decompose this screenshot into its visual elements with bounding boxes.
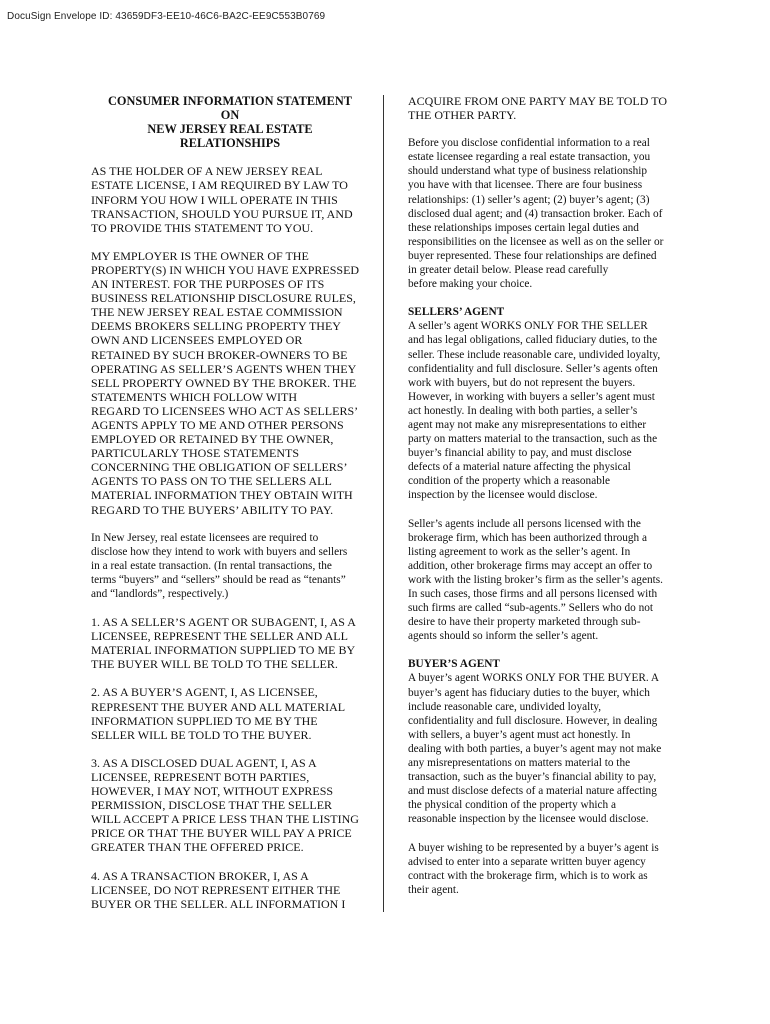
left-column (91, 94, 369, 925)
sub-agents-paragraph: Seller’s agents include all persons licensed with the brokerage firm, which has been authorized through a listing agreement to work as the seller’s agent. In addition, other brokerage firms may accept an offer to work with the listing broker’s firm as the seller’s agents. In such cases, those firms and all persons licensed with such firms are called “sub-agents.” Sellers who do not desire to have their property marketed through sub- agents should so inform the seller’s agent. (408, 517, 663, 643)
right-column (408, 94, 682, 911)
licensee-statement: AS THE HOLDER OF A NEW JERSEY REAL ESTATE LICENSE, I AM REQUIRED BY LAW TO INFORM YOU HOW I WILL OPERATE IN THIS TRANSACTION, SHOULD YOU PURSUE IT, AND TO PROVIDE THIS STATEMENT TO YOU. (91, 164, 353, 235)
sellers-agent-clause: 1. AS A SELLER’S AGENT OR SUBAGENT, I, AS A LICENSEE, REPRESENT THE SELLER AND ALL MATERIAL INFORMATION SUPPLIED TO ME BY THE BUYER WILL BE TOLD TO THE SELLER. (91, 615, 356, 672)
intro-paragraph: In New Jersey, real estate licensees are required to disclose how they intend to work with buyers and sellers in a real estate transaction. (In rental transactions, the terms “buyers” and “sellers” should be read as “tenants” and “landlords”, respectively.) (91, 531, 348, 600)
employer-owner-statement: MY EMPLOYER IS THE OWNER OF THE PROPERTY(S) IN WHICH YOU HAVE EXPRESSED AN INTEREST. FOR THE PURPOSES OF ITS BUSINESS RELATIONSHIP DISCLOSURE RULES, THE NEW JERSEY REAL ESTAE COMMISSION DEEMS BROKERS SELLING PROPERTY THEY OWN AND LICENSEES EMPLOYED OR RETAINED BY SUCH BROKER-OWNERS TO BE OPERATING AS SELLER’S AGENTS WHEN THEY SELL PROPERTY OWNED BY THE BROKER. THE STATEMENTS WHICH FOLLOW WITH REGARD TO LICENSEES WHO ACT AS SELLERS’ AGENTS APPLY TO ME AND OTHER PERSONS EMPLOYED OR RETAINED BY THE OWNER, PARTICULARLY THOSE STATEMENTS CONCERNING THE OBLIGATION OF SELLERS’ AGENTS TO PASS ON TO THE SELLERS ALL MATERIAL INFORMATION THEY OBTAIN WITH REGARD TO THE BUYERS’ ABILITY TO PAY. (91, 248, 360, 517)
buyers-agent-heading: BUYER’S AGENT (408, 658, 500, 671)
buyers-agent-clause: 2. AS A BUYER’S AGENT, I, AS LICENSEE, REPRESENT THE BUYER AND ALL MATERIAL INFORMATION SUPPLIED TO ME BY THE SELLER WILL BE TOLD TO THE BUYER. (91, 685, 346, 742)
title-line-1: CONSUMER INFORMATION STATEMENT (108, 94, 352, 108)
transaction-broker-clause-continued: ACQUIRE FROM ONE PARTY MAY BE TOLD TO THE OTHER PARTY. (408, 94, 667, 123)
title-line-4: RELATIONSHIPS (179, 136, 281, 151)
sellers-agent-section (408, 305, 682, 502)
column-divider (383, 95, 384, 912)
transaction-broker-clause: 4. AS A TRANSACTION BROKER, I, AS A LICENSEE, DO NOT REPRESENT EITHER THE BUYER OR THE SELLER. ALL INFORMATION I (91, 868, 346, 911)
dual-agent-clause: 3. AS A DISCLOSED DUAL AGENT, I, AS A LICENSEE, REPRESENT BOTH PARTIES, HOWEVER, I MAY NOT, WITHOUT EXPRESS PERMISSION, DISCLOSE THAT THE SELLER WILL ACCEPT A PRICE LESS THAN THE LISTING PRICE OR THAT THE BUYER WILL PAY A PRICE GREATER THAN THE OFFERED PRICE. (91, 755, 359, 855)
envelope-id: DocuSign Envelope ID: 43659DF3-EE10-46C6-BA2C-EE9C553B0769 (7, 11, 326, 22)
relationships-overview: Before you disclose confidential information to a real estate licensee regarding a real estate transaction, you should understand what type of business relationship you have with that licensee. There are four business relationships: (1) seller’s agent; (2) buyer’s agent; (3) disclosed dual agent; and (4) transaction broker. Each of these relationships imposes certain legal duties and responsibilities on the licensee as well as on the seller or buyer represented. These four relationships are defined in greater detail below. Please read carefully before making your choice. (408, 137, 664, 291)
title-line-2: ON (220, 108, 240, 123)
sellers-agent-heading: SELLERS’ AGENT (408, 306, 505, 319)
buyer-agency-contract-paragraph: A buyer wishing to be represented by a buyer’s agent is advised to enter into a separate written buyer agency contract with the brokerage firm, which is to work as their agent. (408, 841, 659, 896)
buyers-agent-section (408, 657, 682, 826)
sellers-agent-text: A seller’s agent WORKS ONLY FOR THE SELLER and has legal obligations, called fiduciary duties, to the seller. These include reasonable care, undivided loyalty, confidentiality and full disclosure. Seller’s agents often work with buyers, but do not represent the buyers. However, in working with buyers a seller’s agent must act honestly. In dealing with both parties, a seller’s agent may not make any misrepresentations to either party on matters material to the transaction, such as the buyer’s financial ability to pay, and must disclose defects of a material nature affecting the physical condition of the property which a reasonable inspection by the licensee would disclose. (408, 320, 661, 502)
buyers-agent-text: A buyer’s agent WORKS ONLY FOR THE BUYER. A buyer’s agent has fiduciary duties to the buyer, which include reasonable care, undivided loyalty, confidentiality and full disclosure. However, in dealing with sellers, a buyer’s agent must act honestly. In dealing with both parties, a buyer’s agent may not make any misrepresentations on matters material to the transaction, such as the buyer’s financial ability to pay, and must disclose defects of a material nature affecting the physical condition of the property which a reasonable inspection by the licensee would disclose. (408, 672, 662, 826)
document-title (91, 94, 369, 150)
title-line-3: NEW JERSEY REAL ESTATE (147, 122, 313, 137)
